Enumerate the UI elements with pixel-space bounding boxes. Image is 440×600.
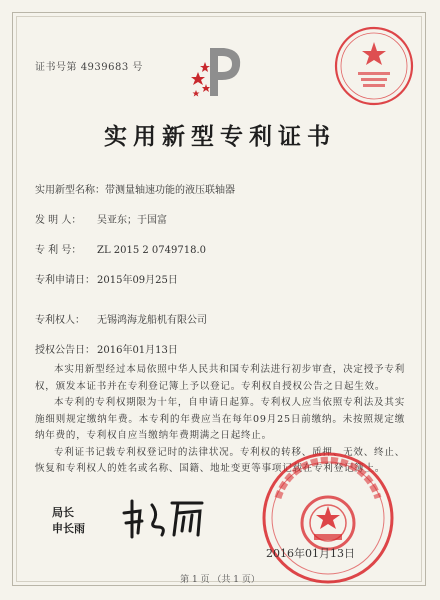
filing-date-value: 2015年09月25日 [97, 275, 178, 286]
utility-name-value: 带测量轴速功能的液压联轴器 [105, 185, 235, 196]
national-seal-icon [258, 448, 398, 588]
field-inventor [35, 211, 167, 226]
field-patent-no [35, 241, 206, 256]
patent-no-value: ZL 2015 2 0749718.0 [97, 245, 207, 256]
certificate-title: 实用新型专利证书 [104, 123, 336, 150]
field-filing-date [35, 271, 178, 286]
inventor-label: 发 明 人： [35, 215, 82, 226]
director-name: 申长雨 [52, 522, 85, 535]
cnipa-logo-icon [188, 42, 248, 102]
field-grant-date [35, 341, 178, 356]
cert-number-suffix: 号 [132, 62, 143, 73]
utility-name-label: 实用新型名称： [35, 185, 105, 196]
cert-number-value: 4939683 [80, 62, 129, 73]
field-utility-name [35, 181, 235, 196]
body-paragraph-2: 本专利的专利权期限为十年，自申请日起算。专利权人应当依照专利法及其实施细则规定缴纳年费。本专利的年费应当在每年09月25日前缴纳。未按照规定缴纳年费的，专利权自应当缴纳年费期满之日起终止。 [35, 397, 405, 441]
cert-number-label: 证书号第 [35, 62, 77, 73]
director-title: 局长 [52, 506, 74, 519]
inventor-value: 吴亚东；于国富 [97, 215, 167, 226]
body-paragraph-3: 专利证书记载专利权登记时的法律状况。专利权的转移、质押、无效、终止、恢复和专利权人的姓名或名称、国籍、地址变更等事项记载在专利登记簿上。 [35, 446, 405, 474]
page-footer: 第 1 页 （共 1 页） [180, 575, 260, 585]
field-patentee [35, 311, 207, 326]
patent-no-label: 专 利 号： [35, 245, 82, 256]
director-signature-icon [118, 493, 208, 541]
grant-date-label: 授权公告日： [35, 345, 95, 356]
signoff-date: 2016年01月13日 [266, 547, 355, 560]
official-seal-icon [330, 22, 418, 110]
patentee-label: 专利权人： [35, 315, 85, 326]
filing-date-label: 专利申请日： [35, 275, 95, 286]
grant-date-value: 2016年01月13日 [97, 345, 178, 356]
body-paragraph-1: 本实用新型经过本局依照中华人民共和国专利法进行初步审查，决定授予专利权，颁发本证书并在专利登记簿上予以登记。专利权自授权公告之日起生效。 [35, 364, 405, 392]
certificate-number [35, 58, 143, 73]
patentee-value: 无锡鸿海龙船机有限公司 [97, 315, 207, 326]
